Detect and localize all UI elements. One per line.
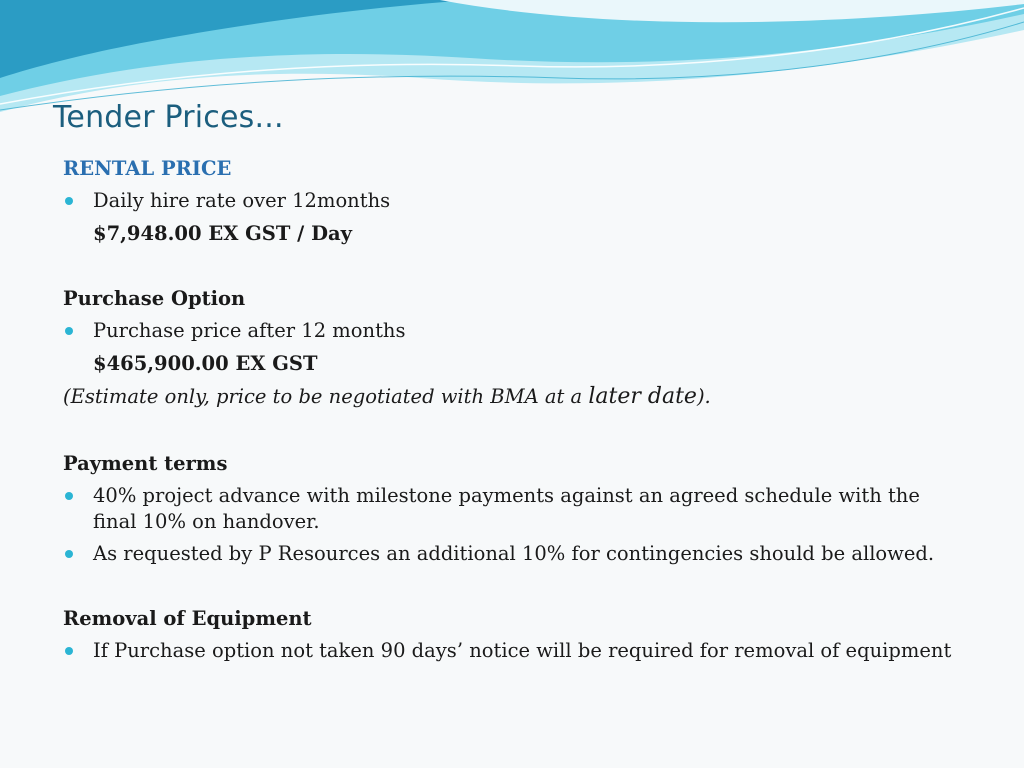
payment-item-text: 40% project advance with milestone payments against an agreed schedule with the final 10% on handover.	[93, 484, 920, 533]
purchase-item-text: Purchase price after 12 months	[93, 319, 406, 342]
purchase-price-value: $465,900.00 EX GST	[93, 352, 318, 375]
list-item	[63, 188, 963, 214]
payment-item-text: As requested by P Resources an additional 10% for contingencies should be allowed.	[93, 542, 935, 565]
list-item	[63, 638, 963, 664]
bullet-icon	[65, 327, 73, 335]
rental-price-value: $7,948.00 EX GST / Day	[93, 222, 352, 245]
list-item	[63, 541, 963, 567]
bullet-icon	[65, 550, 73, 558]
list-item	[63, 318, 963, 344]
bullet-icon	[65, 197, 73, 205]
estimate-note-end: ).	[696, 385, 711, 408]
bullet-icon	[65, 492, 73, 500]
estimate-note	[63, 383, 963, 411]
estimate-note-emphasis: later date	[588, 384, 697, 409]
removal-heading: Removal of Equipment	[63, 607, 312, 630]
purchase-option-heading: Purchase Option	[63, 287, 246, 310]
rental-item-text: Daily hire rate over 12months	[93, 189, 391, 212]
rental-price-heading: RENTAL PRICE	[63, 157, 232, 180]
slide-body	[63, 156, 963, 664]
removal-item-text: If Purchase option not taken 90 days’ notice will be required for removal of equipment	[93, 639, 952, 662]
list-item	[63, 483, 963, 535]
bullet-icon	[65, 647, 73, 655]
estimate-note-start: (Estimate only, price to be negotiated with BMA at a	[63, 385, 589, 408]
payment-terms-heading: Payment terms	[63, 452, 228, 475]
page-title: Tender Prices...	[53, 100, 284, 135]
